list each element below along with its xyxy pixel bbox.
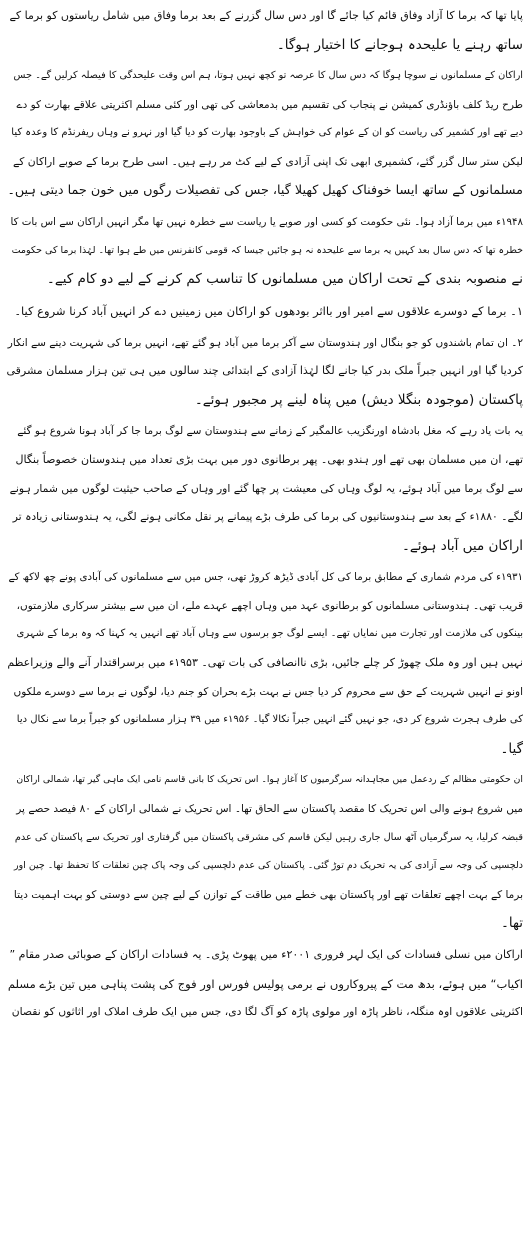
text-line: دیے تھے اور کشمیر کی ریاست کو ان کے عوام کی خواہش کے باوجود بھارت کو دیا گیا اور نہرو نے وہاں ریفرنڈم کا وعدہ کیا: [11, 127, 523, 139]
text-line: کردیا گیا اور انہیں جبراً ملک بدر کیا جانے لگا لہٰذا آزادی کے ابتدائی چند سالوں میں ہی تین ہزار مسلمان مشرقی: [6, 364, 523, 378]
text-line: ۱۹۳۱ء کی مردم شماری کے مطابق برما کی کل آبادی ڈیڑھ کروڑ تھی، جس میں سے مسلمانوں کی آبادی پونے چھ لاکھ کے: [8, 571, 523, 584]
text-line: گیا۔: [500, 740, 523, 757]
text-line: خطرہ تھا کہ دس سال بعد کہیں یہ برما سے علیحدہ نہ ہو جائیں جیسا کہ قومی کانفرنس میں طے ہوا تھا۔ لہٰذا برما کی حکومت: [11, 244, 523, 256]
text-line: اکیاب“ میں ہوئے، بدھ مت کے پیروکاروں نے برمی پولیس فورس اور فوج کی پشت پناہی میں تین بڑے مسلم: [7, 976, 523, 991]
text-line: لیکن ستر سال گزر گئے، کشمیری ابھی تک اپنی آزادی کے لیے کٹ مر رہے ہیں۔ اسی طرح برما کے صوبے اراکان کے: [12, 154, 523, 168]
text-line: قریب تھی۔ ہندوستانی مسلمانوں کو برطانوی عہد میں وہاں اچھے عہدے ملے، ان میں سے بیشتر سرکاری ملازمتوں،: [16, 599, 523, 612]
paragraph: [6, 766, 523, 938]
text-line: بینکوں کی ملازمت اور تجارت میں نمایاں تھے۔ ایسے لوگ جو برسوں سے وہاں آباد تھے انہیں یہ کہنا کہ وہ برما کے شہری: [16, 628, 523, 640]
text-line: لگے۔ ۱۸۸۰ء کے بعد سے ہندوستانیوں کی برما کی طرف بڑے پیمانے پر نقل مکانی ہونے لگی، یہ ہندوستانی زیادہ تر: [12, 510, 523, 524]
paragraph: [6, 417, 523, 560]
text-line: قبضہ کرلیا، یہ سرگرمیاں آٹھ سال جاری رہیں لیکن قاسم کی مشرقی پاکستان میں گرفتاری اور تحریک سے پاکستان کی عدم: [14, 831, 523, 843]
text-line: کی طرف ہجرت شروع کر دی، جو نہیں گئے انہیں جبراً نکالا گیا۔ ۱۹۵۶ء میں ۳۹ ہزار مسلمانوں کو جبراً برما سے نکال دیا: [16, 714, 523, 726]
text-line: سے لوگ برما میں آباد ہوئے، یہ لوگ وہاں کی معیشت پر چھا گئے اور وہاں کے صاحب حیثیت لوگوں میں شمار ہونے: [9, 481, 523, 495]
text-line: اکثریتی علاقوں اوہ منگلہ، ناظر پاڑہ اور مولوی پاڑہ کو آگ لگا دی، جس میں ایک طرف املاک اور اثاثوں کو نقصان: [11, 1005, 523, 1019]
paragraph: [6, 941, 523, 1027]
paragraph: [6, 2, 523, 59]
text-line: ۱۔ برما کے دوسرے علاقوں سے امیر اور بااثر بودھوں کو اراکان میں زمینیں دے کر انہیں آباد کرنا شروع کیا۔: [14, 303, 523, 318]
text-line: پایا تھا کہ برما کا آزاد وفاق قائم کیا جائے گا اور دس سال گزرنے کے بعد برما وفاق میں شامل ریاستوں کو برما کے: [9, 9, 523, 22]
text-line: ان حکومتی مظالم کے ردعمل میں مجاہدانہ سرگرمیوں کا آغاز ہوا۔ اس تحریک کا بانی قاسم نامی ایک ماہی گیر تھا، شمالی اراکان: [16, 774, 523, 786]
text-line: نے منصوبہ بندی کے تحت اراکان میں مسلمانوں کا تناسب کم کرنے کے لیے دو کام کیے۔: [46, 271, 523, 288]
text-line: پاکستان (موجودہ بنگلا دیش) میں پناہ لینے پر مجبور ہوئے۔: [194, 391, 523, 408]
text-line: اراکان میں نسلی فسادات کی ایک لہر فروری ۲۰۰۱ء میں پھوٹ پڑی۔ یہ فسادات اراکان کے صوبائی صدر مقام ”: [9, 948, 523, 961]
text-line: اراکان میں آباد ہوئے۔: [401, 537, 523, 554]
text-line: برما کے بہت اچھے تعلقات تھے اور پاکستان بھی خطے میں طاقت کے توازن کے لیے چین سے دوستی کو بہت اہمیت دیتا: [13, 888, 523, 901]
text-line: طرح ریڈ کلف باؤنڈری کمیشن نے پنجاب کی تقسیم میں بدمعاشی کی تھی اور کئی مسلم اکثریتی علاقے بھارت کو دے: [16, 98, 523, 111]
text-line: یہ بات یاد رہے کہ مغل بادشاہ اورنگزیب عالمگیر کے زمانے سے ہندوستان سے لوگ برما جا کر آباد ہونا شروع ہو گئے: [17, 425, 523, 438]
paragraph: [6, 62, 523, 205]
text-line: ۱۹۴۸ء میں برما آزاد ہوا۔ نئی حکومت کو کسی اور صوبے یا ریاست سے خطرہ نہیں تھا مگر انہیں اراکان سے اس بات کا: [10, 216, 523, 229]
text-line: تھے، ان میں مسلمان بھی تھے اور ہندو بھی۔ پھر برطانوی دور میں بہت بڑی تعداد میں ہندوستان خصوصاً بنگال: [15, 452, 523, 466]
text-line: نہیں ہیں اور وہ ملک چھوڑ کر چلے جائیں، بڑی ناانصافی کی بات تھی۔ ۱۹۵۳ء میں برسراقتدار آنے والے وزیراعظم: [7, 656, 523, 670]
paragraph: [6, 329, 523, 415]
paragraph: [6, 208, 523, 294]
text-line: ساتھ رہنے یا علیحدہ ہوجانے کا اختیار ہوگا۔: [276, 36, 523, 53]
paragraph: [6, 563, 523, 763]
text-line: اونو نے انہیں شہریت کے حق سے محروم کر دیا جس نے بہت بڑے بحران کو جنم دیا، لوگوں نے برما سے دوسرے ملکوں: [13, 685, 523, 698]
text-line: تھا۔: [500, 915, 523, 932]
text-line: میں شروع ہونے والی اس تحریک کا مقصد پاکستان سے الحاق تھا۔ اس تحریک نے شمالی اراکان کے ۸۰ فیصد حصے پر: [16, 803, 523, 816]
text-line: ۲۔ ان تمام باشندوں کو جو بنگال اور ہندوستان سے آکر برما میں آباد ہو گئے تھے، انہیں برما کی شہریت دینے سے انکار: [7, 336, 523, 349]
text-line: مسلمانوں کے ساتھ ایسا خوفناک کھیل کھیلا گیا، جس کی تفصیلات رگوں میں خون جما دیتی ہیں۔: [7, 182, 523, 198]
text-line: اراکان کے مسلمانوں نے سوچا ہوگا کہ دس سال کا عرصہ تو کچھ نہیں ہوتا، ہم اس وقت علیحدگی کا فیصلہ کرلیں گے۔ جس: [13, 70, 523, 82]
paragraph: [6, 297, 523, 326]
text-line: دلچسپی کی وجہ سے آزادی کی یہ تحریک دم توڑ گئی۔ پاکستان کی عدم دلچسپی کی وجہ پاک چین تعلقات کا تحفظ تھا۔ چین اور: [13, 860, 523, 872]
